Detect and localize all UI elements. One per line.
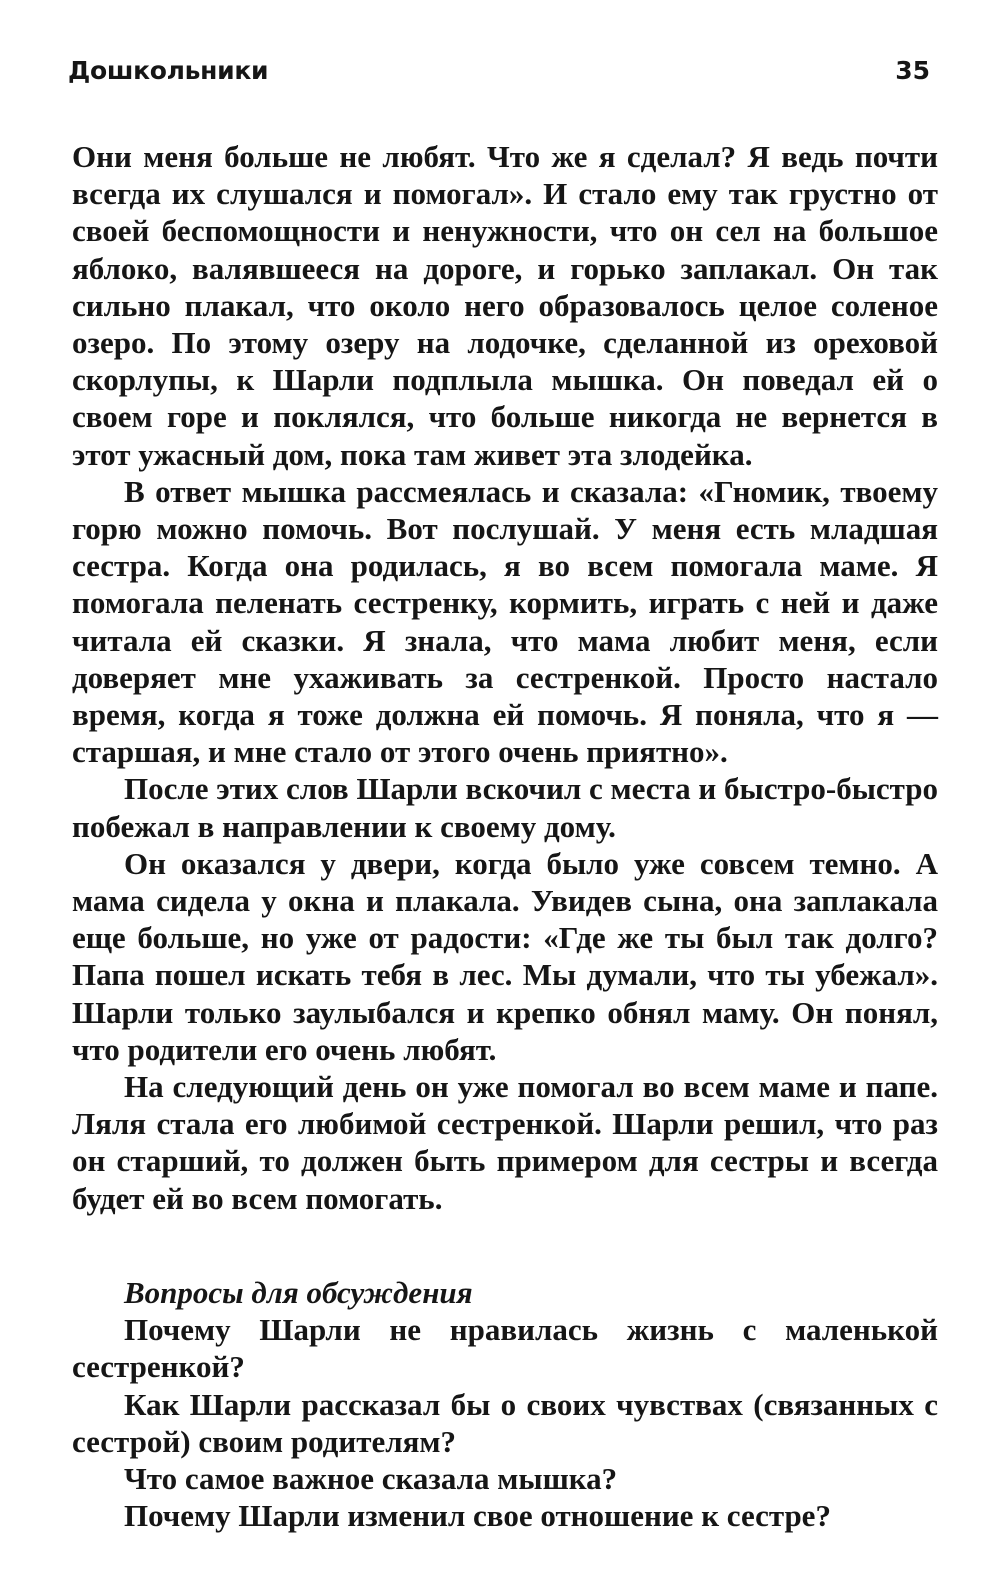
- discussion-heading: Вопросы для обсуждения: [124, 1275, 473, 1310]
- question-item: Что самое важное сказала мышка?: [124, 1461, 618, 1497]
- discussion-section: [72, 1274, 938, 1534]
- running-head-title: Дошкольники: [68, 56, 269, 85]
- paragraph: Он оказался у двери, когда было уже совсем темно. А мама сидела у окна и плакала. Увидев сына, она заплакала еще больше, но уже от радости: «Где же ты был так долго? Папа пошел искать тебя в лес. Мы думали, что ты убежал». Шарли только заулыбался и крепко обнял маму. Он понял, что родители его очень любят.: [72, 845, 938, 1067]
- question-item: Как Шарли рассказал бы о своих чувствах (связанных с сестрой) своим родителям?: [72, 1386, 938, 1459]
- page-number: 35: [895, 56, 930, 85]
- story-text: [72, 138, 938, 1217]
- question-item: Почему Шарли не нравилась жизнь с маленькой сестренкой?: [72, 1312, 938, 1385]
- paragraph: После этих слов Шарли вскочил с места и быстро-быстро побежал в направлении к своему дому.: [72, 771, 938, 844]
- discussion-questions: [72, 1311, 938, 1534]
- paragraph: Они меня больше не любят. Что же я сделал? Я ведь почти всегда их слушался и помогал». И стало ему так грустно от своей беспомощности и ненужности, что он сел на большое яблоко, валявшееся на дороге, и горько заплакал. Он так сильно плакал, что около него образовалось целое соленое озеро. По этому озеру на лодочке, сделанной из ореховой скорлупы, к Шарли подплыла мышка. Он поведал ей о своем горе и поклялся, что больше никогда не вернется в этот ужасный дом, пока там живет эта злодейка.: [72, 139, 938, 472]
- paragraph: На следующий день он уже помогал во всем маме и папе. Ляля стала его любимой сестренкой. Шарли решил, что раз он старший, то должен быть примером для сестры и всегда будет ей во всем помогать.: [72, 1069, 938, 1216]
- question-item: Почему Шарли изменил свое отношение к сестре?: [124, 1498, 831, 1534]
- paragraph: В ответ мышка рассмеялась и сказала: «Гномик, твоему горю можно помочь. Вот послушай. У меня есть младшая сестра. Когда она родилась, я во всем помогала маме. Я помогала пеленать сестренку, кормить, играть с ней и даже читала ей сказки. Я знала, что мама любит меня, если доверяет мне ухаживать за сестренкой. Просто настало время, когда я тоже должна ей помочь. Я поняла, что я — старшая, и мне стало от этого очень приятно».: [72, 473, 938, 770]
